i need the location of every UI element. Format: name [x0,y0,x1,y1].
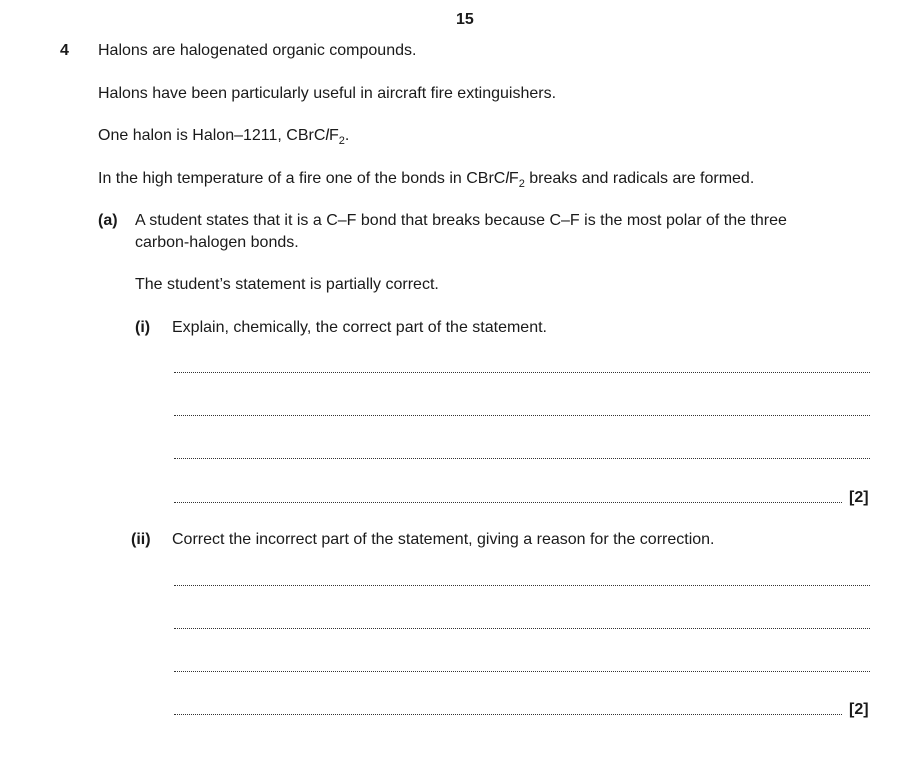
part-a-statement: The student’s statement is partially correct. [135,276,439,293]
page-number: 15 [456,11,474,28]
answer-line-ii-4[interactable] [174,714,842,715]
sub-ii-label: (ii) [131,531,151,548]
marks-ii: [2] [849,701,869,718]
halon-line [98,126,349,146]
sub-i-label: (i) [135,319,151,336]
sub-ii-prompt: Correct the incorrect part of the statement, giving a reason for the correction. [172,531,715,548]
fire-line [98,169,754,189]
sub-i-prompt: Explain, chemically, the correct part of the statement. [172,319,547,336]
halon-line-f: F [328,127,339,144]
part-a-line-2: carbon-halogen bonds. [135,234,299,251]
answer-line-i-3[interactable] [174,458,870,459]
question-intro: Halons are halogenated organic compounds. [98,42,417,59]
halon-line-italic-l: l [325,127,329,144]
answer-line-i-2[interactable] [174,415,870,416]
halon-line-subscript: 2 [338,135,345,147]
answer-line-ii-2[interactable] [174,628,870,629]
answer-line-i-1[interactable] [174,372,870,373]
fire-line-subscript: 2 [518,178,525,190]
question-sentence-2: Halons have been particularly useful in aircraft fire extinguishers. [98,85,557,102]
part-a-label: (a) [98,212,118,229]
halon-line-end: . [344,127,350,144]
marks-i: [2] [849,489,869,506]
part-a-line-1: A student states that it is a C–F bond that breaks because C–F is the most polar of the three [135,212,787,229]
fire-line-f: F [508,170,519,187]
fire-line-end: breaks and radicals are formed. [524,170,755,187]
answer-line-ii-1[interactable] [174,585,870,586]
fire-line-italic-l: l [505,170,509,187]
question-number: 4 [60,42,69,59]
answer-line-i-4[interactable] [174,502,842,503]
fire-line-text: In the high temperature of a fire one of the bonds in CBrC [98,170,506,187]
answer-line-ii-3[interactable] [174,671,870,672]
halon-line-text: One halon is Halon–1211, CBrC [98,127,326,144]
